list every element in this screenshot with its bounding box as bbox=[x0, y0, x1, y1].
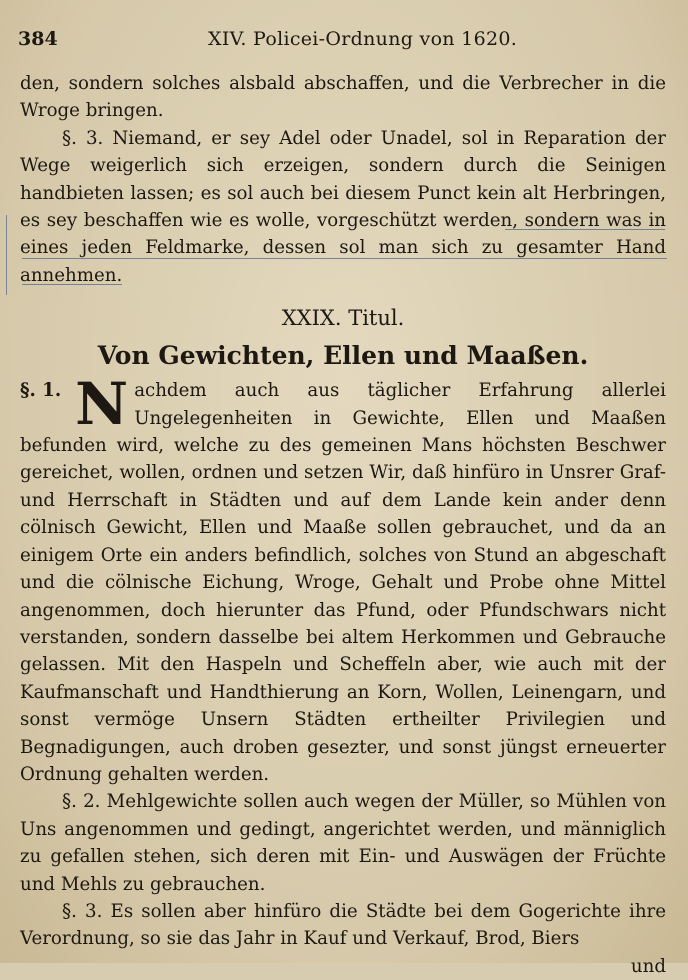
paragraph-2: §. 2. Mehlgewichte sollen auch wegen der Müller, so Mühlen von Uns angenommen und gedingt, angerichtet werden, und männiglich zu gefallen stehen, sich deren mit Ein- und Auswägen der Früchte und Mehls zu gebrauchen. bbox=[20, 791, 666, 895]
paragraph-1 bbox=[20, 370, 666, 788]
drop-capital: N bbox=[75, 370, 129, 439]
running-title: XIV. Policei-Ordnung von 1620. bbox=[208, 28, 518, 50]
title-number: XXIX. Titul. bbox=[281, 306, 405, 331]
paragraph-3: §. 3. Es sollen aber hinfüro die Städte bei dem Gogerichte ihre Verordnung, so sie das Jahr in Kauf und Verkauf, Brod, Biers bbox=[20, 900, 666, 950]
section-3-paragraph: §. 3. Niemand, er sey Adel oder Unadel, sol in Reparation der Wege weigerlich sich erzeigen, sondern durch die Seinigen handbieten lassen; es sol auch bei diesem Punct kein alt Herbringen, es sey beschaffen wie es wolle, vorgeschützt werden, sondern was in eines jeden Feldmarke, dessen sol man sich zu gesamter Hand annehmen. bbox=[20, 127, 666, 286]
intro-paragraph: den, sondern solches alsbald abschaffen, und die Verbrecher in die Wroge bringen. bbox=[20, 73, 666, 122]
catchword: und bbox=[630, 955, 666, 977]
pencil-underline-1 bbox=[505, 229, 665, 230]
paragraph-1-section-mark: §. 1. bbox=[20, 380, 62, 402]
pencil-margin-mark bbox=[6, 215, 7, 295]
pencil-underline-2 bbox=[22, 258, 667, 259]
title-heading: Von Gewichten, Ellen und Maaßen. bbox=[97, 341, 589, 371]
page-number: 384 bbox=[18, 28, 58, 50]
page-header bbox=[18, 28, 668, 56]
pencil-underline-3 bbox=[22, 284, 122, 285]
page-body bbox=[20, 70, 666, 980]
paragraph-1-text: achdem auch aus täglicher Erfahrung allerlei Ungelegenheiten in Gewichte, Ellen und Maaßen befunden wird, welche zu des gemeinen Mans höchsten Beschwer gereichet, wollen, ordnen und setzen Wir, daß hinfüro in Unsrer Graf- und Herrschaft in Städten und auf dem Lande kein ander denn cölnisch Gewicht, Ellen und Maaße sollen gebrauchet, und da an einigem Orte ein anders befindlich, solches von Stund an abgeschaft und die cölnische Eichung, Wroge, Gehalt und Probe ohne Mittel angenommen, doch hierunter das Pfund, oder Pfundschwars nicht verstanden, sondern dasselbe bei altem Herkommen und Gebrauche gelassen. Mit den Haspeln und Scheffeln aber, wie auch mit der Kaufmanschaft und Handthierung an Korn, Wollen, Leinengarn, und sonst vermöge Unsern Städten ertheilter Privilegien und Begnadigungen, auch droben gesezter, und sonst jüngst erneuerter Ordnung gehalten werden. bbox=[20, 380, 666, 785]
